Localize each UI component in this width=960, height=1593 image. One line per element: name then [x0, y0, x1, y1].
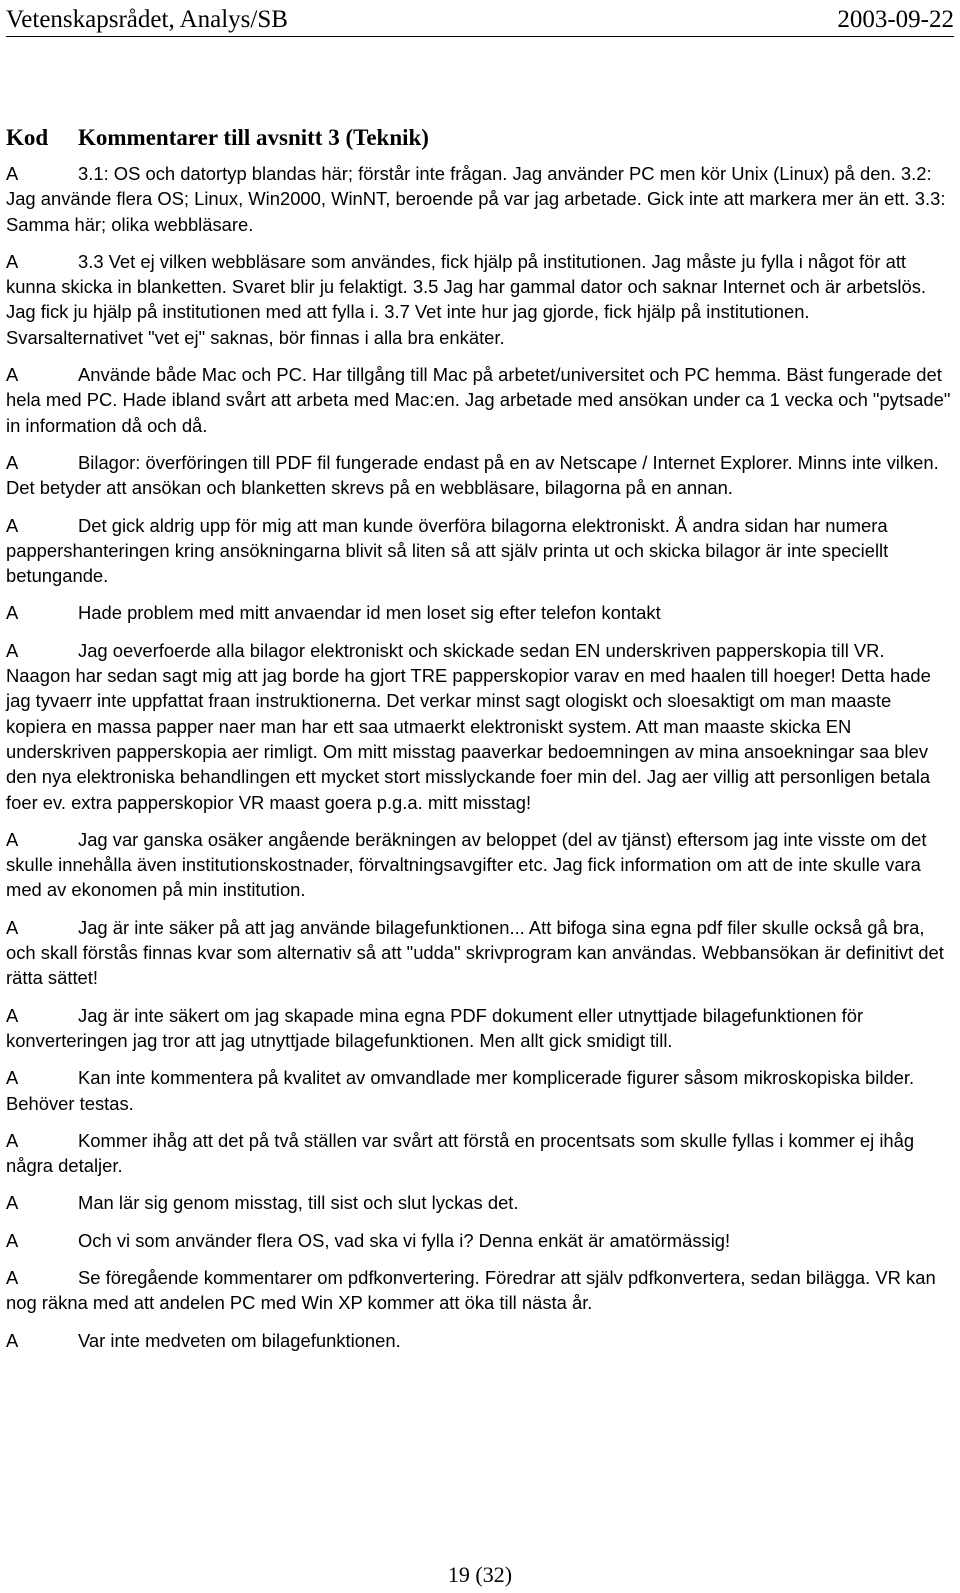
- entry-code: A: [6, 916, 19, 938]
- comment-entry: [6, 1065, 951, 1116]
- entry-code: A: [6, 451, 19, 473]
- entry-code: A: [6, 250, 19, 272]
- comment-entry: [6, 513, 951, 589]
- entry-code: A: [6, 514, 19, 536]
- page-header: [6, 6, 954, 37]
- entry-text: 3.1: OS och datortyp blandas här; förstår inte frågan. Jag använder PC men kör Unix (Linux) på den. 3.2: Jag använde flera OS; Linux, Win2000, WinNT, beroende på var jag arbetade. Gick inte att markera mer än ett. 3.3: Samma här; olika webbläsare.: [6, 163, 946, 235]
- code-column-label: Kod: [6, 125, 49, 150]
- comment-entry: [6, 362, 951, 438]
- comment-entry: [6, 1190, 951, 1215]
- entry-code: A: [6, 1129, 19, 1151]
- comment-entry: [6, 600, 951, 625]
- entry-text: Använde både Mac och PC. Har tillgång till Mac på arbetet/universitet och PC hemma. Bäst fungerade det hela med PC. Hade ibland svårt att arbeta med Mac:en. Jag arbetade med ansökan under ca 1 vecka och "pytsade" in information då och då.: [6, 364, 951, 436]
- comment-list: [6, 161, 951, 1365]
- entry-text: Jag är inte säkert om jag skapade mina egna PDF dokument eller utnyttjade bilagefunktionen för konverteringen jag tror att jag utnyttjade bilagefunktionen. Men allt gick smidigt till.: [6, 1004, 864, 1051]
- comment-entry: [6, 827, 951, 903]
- entry-text: Och vi som använder flera OS, vad ska vi fylla i? Denna enkät är amatörmässig!: [78, 1229, 731, 1251]
- entry-code: A: [6, 1266, 19, 1288]
- entry-code: A: [6, 364, 19, 386]
- comment-entry: [6, 1228, 951, 1253]
- section-title: Kommentarer till avsnitt 3 (Teknik): [78, 125, 429, 150]
- entry-text: Man lär sig genom misstag, till sist och slut lyckas det.: [78, 1192, 519, 1214]
- comment-entry: [6, 1328, 951, 1353]
- entry-text: Kan inte kommentera på kvalitet av omvandlade mer komplicerade figurer såsom mikroskopiska bilder. Behöver testas.: [6, 1067, 915, 1114]
- section-heading: [6, 124, 429, 152]
- entry-code: A: [6, 1004, 19, 1026]
- header-date: 2003-09-22: [837, 6, 954, 33]
- header-organization: Vetenskapsrådet, Analys/SB: [6, 6, 288, 33]
- comment-entry: [6, 1128, 951, 1179]
- entry-text: Jag är inte säker på att jag använde bilagefunktionen... Att bifoga sina egna pdf filer skulle också gå bra, och skall förstås finnas kvar som alternativ så att "udda" skrivprogram kan användas. Webbansökan är definitivt det rätta sättet!: [6, 916, 944, 989]
- entry-code: A: [6, 828, 19, 850]
- comment-entry: [6, 1265, 951, 1316]
- comment-entry: [6, 1003, 951, 1054]
- entry-code: A: [6, 1067, 19, 1089]
- entry-code: A: [6, 1329, 19, 1351]
- entry-text: Jag oeverfoerde alla bilagor elektroniskt och skickade sedan EN underskriven papperskopia till VR. Naagon har sedan sagt mig att jag borde ha gjort TRE papperskopior varav en med haalen till hoeger! Detta hade jag tyvaerr inte uppfattat fraan instruktionerna. Det verkar minst sagt ologiskt och sloesaktigt om man maaste kopiera en massa papper naer man har ett saa utmaerkt elektroniskt system. Att man maaste skicka EN underskriven papperskopia aer rimligt. Om mitt misstag paaverkar bedoemningen av mina ansoekningar saa blev den nya elektroniska behandlingen ett mycket stort misslyckande foer min del. Jag aer villig att personligen betala foer ev. extra papperskopior VR maast goera p.g.a. mitt misstag!: [6, 639, 931, 813]
- entry-text: Se föregående kommentarer om pdfkonvertering. Föredrar att själv pdfkonvertera, sedan bilägga. VR kan nog räkna med att andelen PC med Win XP kommer att öka till nästa år.: [6, 1266, 936, 1314]
- comment-entry: [6, 450, 951, 501]
- entry-code: A: [6, 1229, 19, 1251]
- entry-code: A: [6, 1192, 19, 1214]
- entry-text: Jag var ganska osäker angående beräkningen av beloppet (del av tjänst) eftersom jag inte visste om det skulle innehålla även institutionskostnader, förvaltningsavgifter etc. Jag fick information om att de inte skulle vara med av ekonomen på min institution.: [6, 828, 927, 901]
- entry-text: Hade problem med mitt anvaendar id men loset sig efter telefon kontakt: [78, 602, 661, 624]
- entry-code: A: [6, 639, 19, 661]
- entry-code: A: [6, 602, 19, 624]
- comment-entry: [6, 915, 951, 991]
- entry-code: A: [6, 163, 19, 184]
- entry-text: Bilagor: överföringen till PDF fil fungerade endast på en av Netscape / Internet Explorer. Minns inte vilken. Det betyder att ansökan och blanketten skrevs på en webbläsare, bilagorna på en annan.: [6, 451, 939, 499]
- entry-text: 3.3 Vet ej vilken webbläsare som användes, fick hjälp på institutionen. Jag måste ju fylla i något för att kunna skicka in blanketten. Svaret blir ju felaktigt. 3.5 Jag har gammal dator och saknar Internet och är arbetslös. Jag fick ju hjälp på institutionen med att fylla i. 3.7 Vet inte hur jag gjorde, fick hjälp på institutionen. Svarsalternativet "vet ej" saknas, bör finnas i alla bra enkäter.: [6, 250, 927, 348]
- page-number: 19 (32): [447, 1562, 513, 1587]
- entry-text: Kommer ihåg att det på två ställen var svårt att förstå en procentsats som skulle fyllas i kommer ej ihåg några detaljer.: [6, 1129, 915, 1177]
- comment-entry: [6, 638, 951, 815]
- comment-entry: [6, 249, 951, 350]
- entry-text: Var inte medveten om bilagefunktionen.: [78, 1329, 401, 1351]
- entry-text: Det gick aldrig upp för mig att man kunde överföra bilagorna elektroniskt. Å andra sidan har numera pappershanteringen kring ansökningarna blivit så liten så att själv printa ut och skicka bilagor är inte speciellt betungande.: [6, 514, 889, 587]
- comment-entry: [6, 161, 951, 237]
